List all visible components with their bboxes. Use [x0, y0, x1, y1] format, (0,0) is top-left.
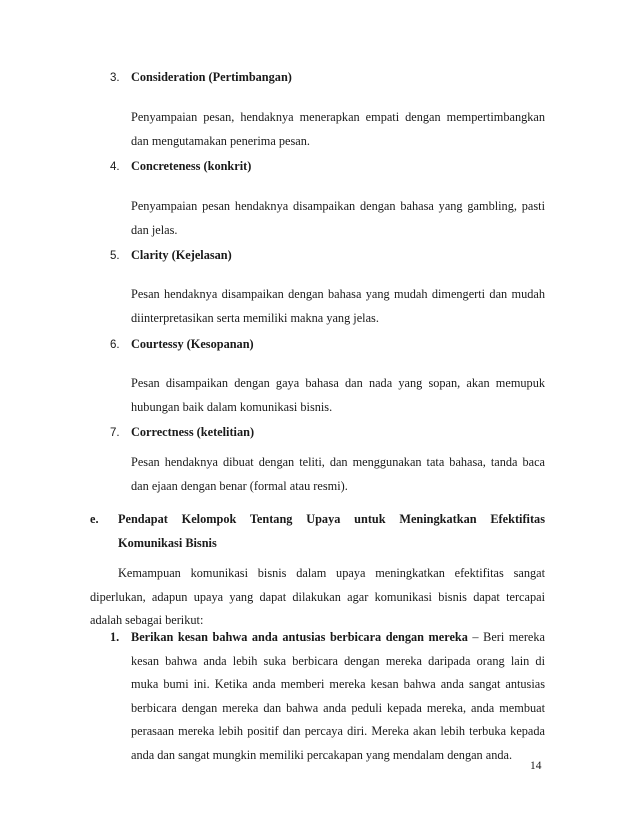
item-paragraph-4	[131, 195, 545, 242]
paragraph-line: Pesan disampaikan dengan gaya bahasa dan nada yang sopan, akan memupuk	[131, 376, 545, 390]
list-bold-lead: Berikan kesan bahwa anda antusias berbicara dengan mereka	[131, 630, 468, 644]
paragraph-line: Penyampaian pesan, hendaknya menerapkan empati dengan mempertimbangkan	[131, 110, 545, 124]
paragraph-line: dan mengutamakan penerima pesan.	[131, 133, 310, 148]
item-paragraph-5	[131, 283, 545, 330]
item-number: 6.	[110, 339, 120, 351]
list-line: anda dan sangat mungkin memiliki percakapan yang mendalam dengan anda.	[131, 747, 513, 762]
section-heading-line: Komunikasi Bisnis	[118, 535, 217, 550]
list-line: perasaan mereka lebih positif dan percaya diri. Mereka akan lebih terbuka kepada	[131, 724, 545, 738]
paragraph-line: Pesan hendaknya disampaikan dengan bahasa yang mudah dimengerti dan mudah	[131, 287, 545, 301]
item-number: 5.	[110, 250, 120, 262]
body-line: Kemampuan komunikasi bisnis dalam upaya meningkatkan efektifitas sangat	[118, 566, 545, 580]
list-line: muka bumi ini. Ketika anda memberi mereka kesan bahwa anda sangat antusias	[131, 677, 545, 691]
list-item-text	[131, 626, 545, 767]
item-heading-5	[110, 248, 232, 263]
item-paragraph-3	[131, 106, 545, 153]
body-line: diperlukan, adapun upaya yang dapat dilakukan agar komunikasi bisnis dapat tercapai	[90, 589, 545, 604]
item-paragraph-6	[131, 372, 545, 419]
item-title: Clarity (Kejelasan)	[131, 248, 232, 262]
item-heading-4	[110, 159, 251, 174]
paragraph-line: Penyampaian pesan hendaknya disampaikan dengan bahasa yang gambling, pasti	[131, 199, 545, 213]
item-title: Correctness (ketelitian)	[131, 425, 255, 439]
item-title: Consideration (Pertimbangan)	[131, 70, 292, 84]
list-line	[131, 626, 545, 650]
item-heading-3	[110, 70, 292, 85]
paragraph-line: dan jelas.	[131, 222, 178, 237]
paragraph-line: hubungan baik dalam komunikasi bisnis.	[131, 399, 333, 414]
item-paragraph-7	[131, 451, 545, 498]
item-title: Courtessy (Kesopanan)	[131, 337, 254, 351]
item-number: 3.	[110, 72, 120, 84]
item-number: 7.	[110, 427, 120, 439]
item-heading-6	[110, 337, 254, 352]
item-title: Concreteness (konkrit)	[131, 159, 252, 173]
paragraph-line: dan ejaan dengan benar (formal atau resmi).	[131, 478, 348, 493]
body-line: adalah sebagai berikut:	[90, 613, 204, 627]
body-paragraph	[90, 562, 545, 633]
section-heading-line: Pendapat Kelompok Tentang Upaya untuk Meningkatkan Efektifitas	[118, 512, 545, 526]
list-line: kesan bahwa anda lebih suka berbicara dengan mereka daripada orang lain di	[131, 653, 545, 668]
page-number: 14	[530, 760, 542, 772]
list-lead-rest: – Beri mereka	[467, 630, 545, 644]
paragraph-line: Pesan hendaknya dibuat dengan teliti, dan menggunakan tata bahasa, tanda baca	[131, 455, 545, 469]
section-heading	[118, 508, 545, 555]
item-heading-7	[110, 425, 254, 440]
paragraph-line: diinterpretasikan serta memiliki makna yang jelas.	[131, 310, 379, 325]
section-letter: e.	[90, 512, 99, 526]
list-line: berbicara dengan mereka dan bahwa anda peduli kepada mereka, anda membuat	[131, 700, 545, 715]
list-number: 1.	[110, 630, 120, 644]
item-number: 4.	[110, 161, 120, 173]
